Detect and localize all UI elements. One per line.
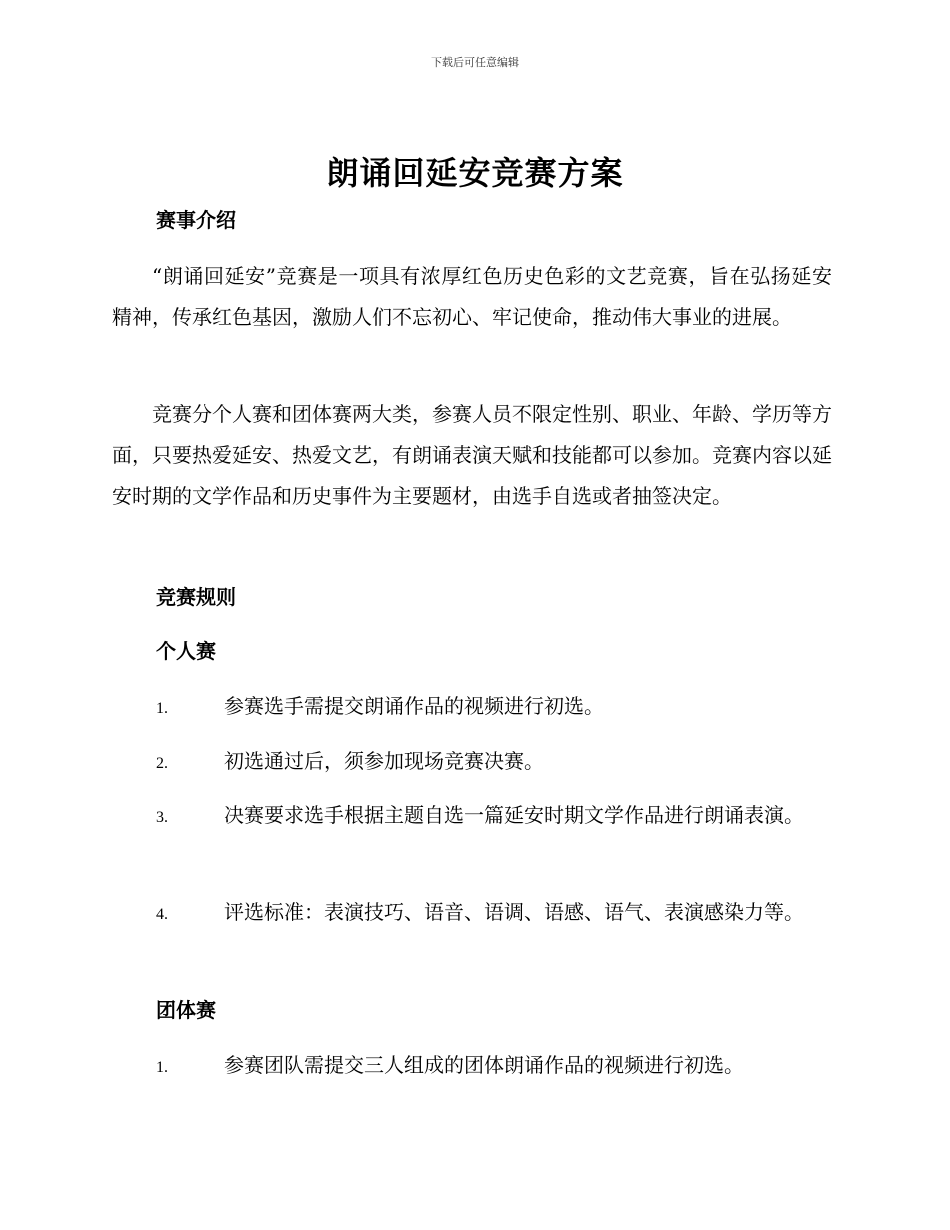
list-item <box>112 1044 832 1089</box>
list-item-text: 参赛选手需提交朗诵作品的视频进行初选。 <box>224 694 604 718</box>
list-item-number: 3. <box>156 809 168 826</box>
section-heading-team: 团体赛 <box>156 998 216 1022</box>
intro-paragraph-1: “朗诵回延安”竞赛是一项具有浓厚红色历史色彩的文艺竞赛，旨在弘扬延安精神，传承红色基因，激励人们不忘初心、牢记使命，推动伟大事业的进展。 <box>112 264 832 329</box>
intro-paragraph-2: 竞赛分个人赛和团体赛两大类，参赛人员不限定性别、职业、年龄、学历等方面，只要热爱延安、热爱文艺，有朗诵表演天赋和技能都可以参加。竞赛内容以延安时期的文学作品和历史事件为主要题材，由选手自选或者抽签决定。 <box>112 402 832 508</box>
list-item-number: 1. <box>156 700 168 717</box>
list-item <box>112 794 832 839</box>
list-item-number: 1. <box>156 1059 168 1076</box>
list-item-text: 决赛要求选手根据主题自选一篇延安时期文学作品进行朗诵表演。 <box>224 803 804 827</box>
list-item-number: 2. <box>156 755 168 772</box>
list-item <box>112 685 832 730</box>
list-item-text: 参赛团队需提交三人组成的团体朗诵作品的视频进行初选。 <box>224 1053 744 1077</box>
section-heading-rules: 竞赛规则 <box>156 585 236 609</box>
list-item <box>112 740 832 785</box>
section-heading-intro: 赛事介绍 <box>156 208 236 232</box>
document-title: 朗诵回延安竞赛方案 <box>326 154 624 192</box>
list-item <box>112 891 832 936</box>
list-item-text: 评选标准：表演技巧、语音、语调、语感、语气、表演感染力等。 <box>224 900 804 924</box>
list-item-number: 4. <box>156 906 168 923</box>
list-item-text: 初选通过后，须参加现场竞赛决赛。 <box>224 749 544 773</box>
header-note: 下载后可任意编辑 <box>431 56 519 69</box>
section-heading-individual: 个人赛 <box>156 639 216 663</box>
